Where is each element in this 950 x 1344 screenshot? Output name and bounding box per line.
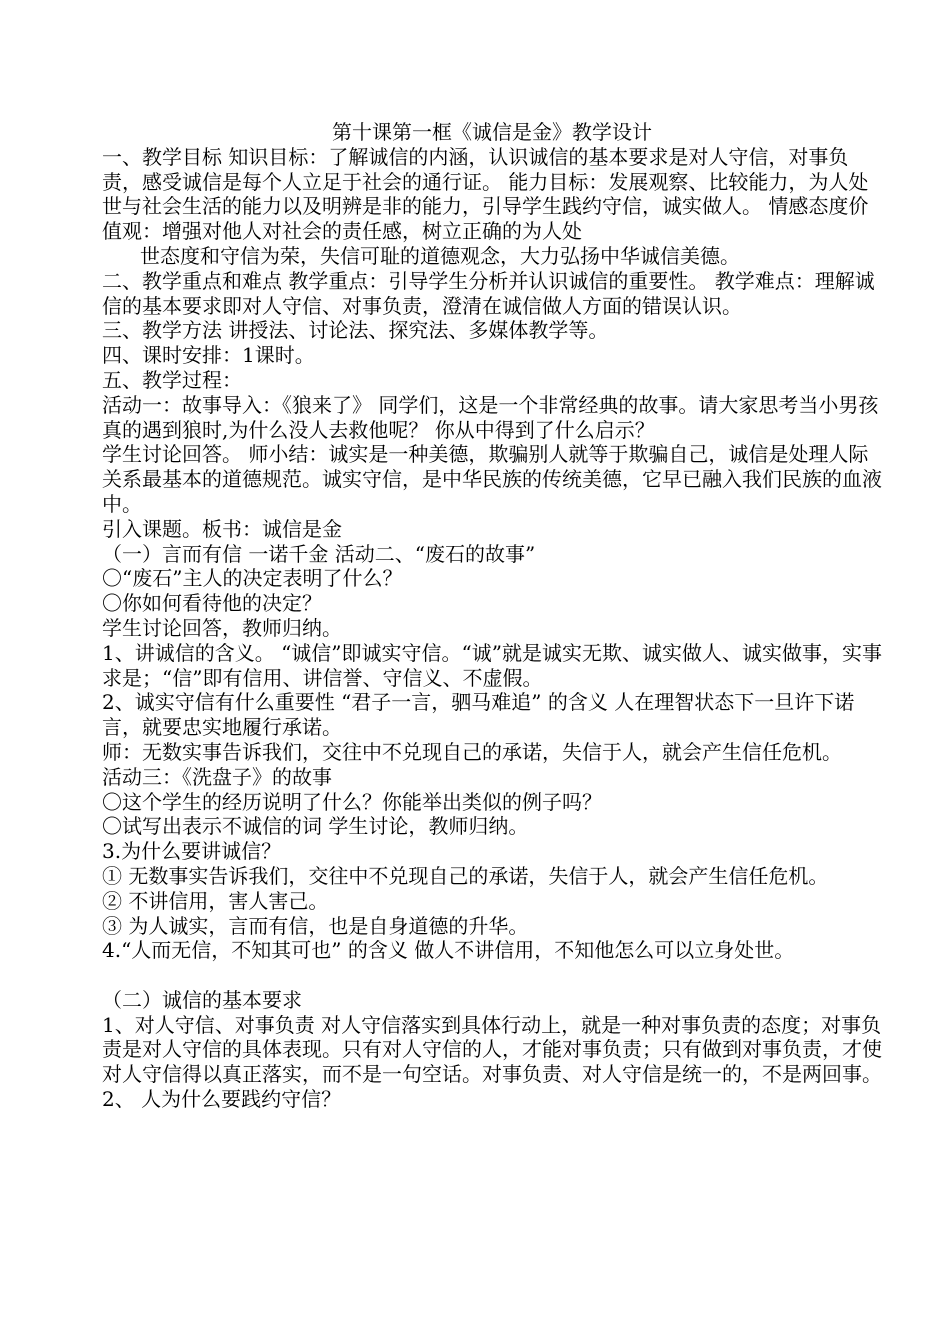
paragraph: 1、讲诚信的含义。 “诚信”即诚实守信。“诚”就是诚实无欺、诚实做人、诚实做事，实事求是；“信”即有信用、讲信誉、守信义、不虚假。 [102,640,882,690]
paragraph: 学生讨论回答，教师归纳。 [102,615,342,640]
paragraph: 活动一：故事导入：《狼来了》 同学们，这是一个非常经典的故事。请大家思考当小男孩真的遇到狼时,为什么没人去救他呢？ 你从中得到了什么启示？ [102,392,879,442]
document-page [102,120,882,1112]
paragraph: ② 不讲信用，害人害己。 [102,888,329,913]
paragraph: 3.为什么要讲诚信？ [102,839,282,864]
paragraph: ③ 为人诚实，言而有信，也是自身道德的升华。 [102,913,529,938]
paragraph: 引入课题。板书：诚信是金 [102,516,342,541]
paragraph: 2、诚实守信有什么重要性 “君子一言，驷马难追” 的含义 人在理智状态下一旦许下诺言，就要忠实地履行承诺。 [102,690,855,740]
paragraph: 1、对人守信、对事负责 对人守信落实到具体行动上，就是一种对事负责的态度；对事负责是对人守信的具体表现。只有对人守信的人，才能对事负责；只有做到对事负责，才使对人守信得以真正落实，而不是一句空话。对事负责、对人守信是统一的，不是两回事。 [102,1012,882,1087]
paragraph: 学生讨论回答。 师小结：诚实是一种美德，欺骗别人就等于欺骗自己，诚信是处理人际关系最基本的道德规范。诚实守信，是中华民族的传统美德，它早已融入我们民族的血液中。 [102,442,882,516]
paragraph: 〇你如何看待他的决定？ [102,591,322,616]
document-title: 第十课第一框《诚信是金》教学设计 [332,120,652,144]
blank-line [102,963,882,988]
paragraph: 三、教学方法 讲授法、讨论法、探究法、多媒体教学等。 [102,318,609,343]
paragraph: 世态度和守信为荣，失信可耻的道德观念，大力弘扬中华诚信美德。 [140,243,740,268]
paragraph: 〇这个学生的经历说明了什么？你能举出类似的例子吗？ [102,789,602,814]
paragraph: 活动三：《洗盘子》的故事 [102,764,332,789]
paragraph: 4.“人而无信，不知其可也” 的含义 做人不讲信用，不知他怎么可以立身处世。 [102,938,795,963]
document-body [102,145,882,1112]
paragraph: （一）言而有信 一诺千金 活动二、“废石的故事” [102,541,536,566]
paragraph: 四、课时安排：1课时。 [102,343,315,368]
paragraph: ① 无数事实告诉我们，交往中不兑现自己的承诺，失信于人，就会产生信任危机。 [102,863,829,888]
paragraph: 五、教学过程： [102,367,242,392]
paragraph: 二、教学重点和难点 教学重点：引导学生分析并认识诚信的重要性。 教学难点：理解诚信的基本要求即对人守信、对事负责，澄清在诚信做人方面的错误认识。 [102,268,875,318]
paragraph: 〇“废石”主人的决定表明了什么？ [102,566,403,591]
paragraph: 师：无数实事告诉我们，交往中不兑现自己的承诺，失信于人，就会产生信任危机。 [102,739,842,764]
paragraph: 一、教学目标 知识目标：了解诚信的内涵，认识诚信的基本要求是对人守信，对事负责，感受诚信是每个人立足于社会的通行证。 能力目标：发展观察、比较能力，为人处世与社会生活的能力以及明辨是非的能力，引导学生践约守信，诚实做人。 情感态度价值观：增强对他人对社会的责任感，树立正确的为人处 [102,144,869,244]
paragraph: 〇试写出表示不诚信的词 学生讨论，教师归纳。 [102,814,529,839]
paragraph: （二）诚信的基本要求 [102,987,302,1012]
paragraph: 2、 人为什么要践约守信？ [102,1087,342,1112]
